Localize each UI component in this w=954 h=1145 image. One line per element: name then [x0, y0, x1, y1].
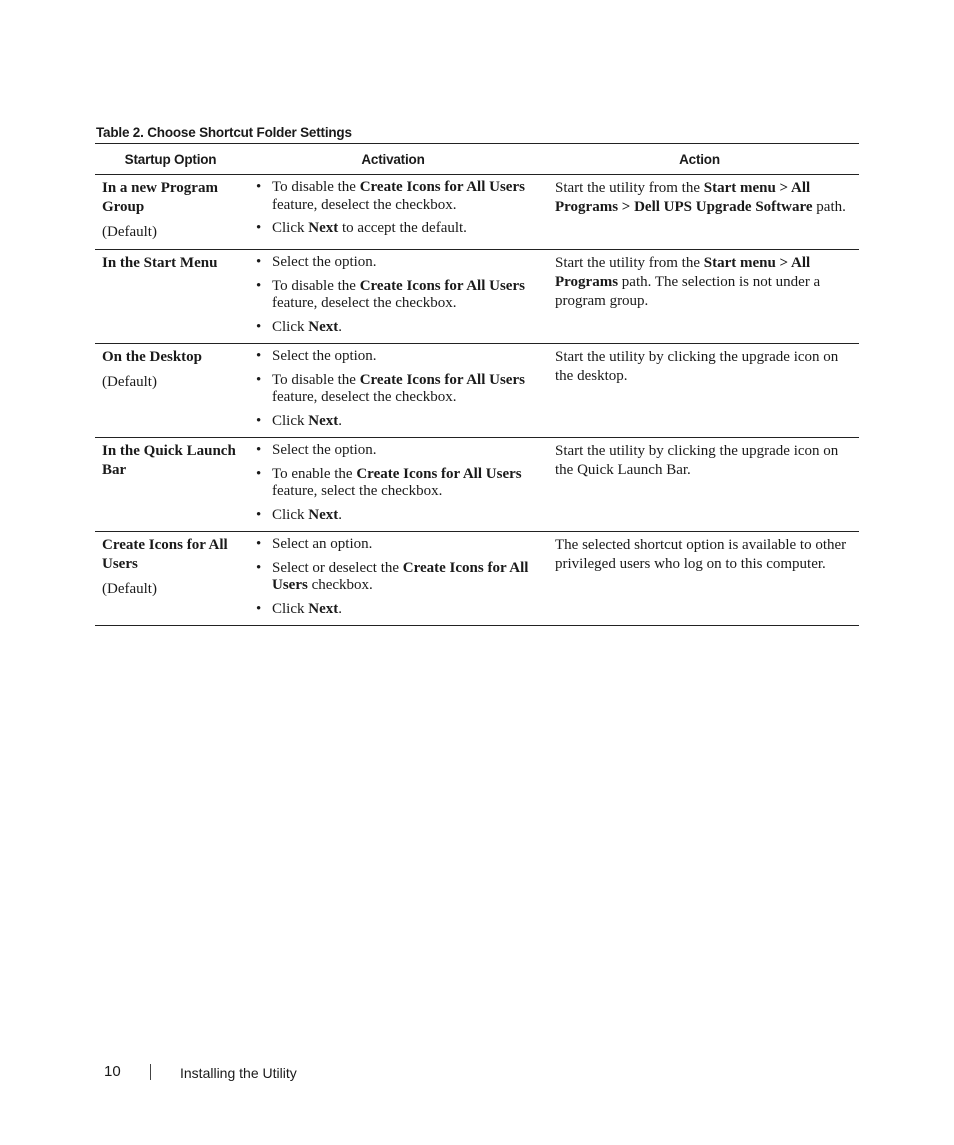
activation-step — [252, 507, 534, 525]
shortcut-settings-table — [95, 143, 859, 626]
cell-action — [540, 175, 859, 250]
text-run: Select an option. — [272, 536, 373, 552]
cell-action — [540, 344, 859, 438]
activation-step — [252, 466, 534, 501]
text-run: To disable the — [272, 179, 360, 195]
text-run: The selected shortcut option is available to other privileged users who log on to this computer. — [555, 537, 847, 572]
option-name: In the Quick Launch Bar — [102, 443, 236, 478]
text-run: Click — [272, 220, 309, 236]
text-run: Start the utility from the — [555, 180, 704, 196]
text-run: Start the utility by clicking the upgrade icon on the desktop. — [555, 349, 839, 384]
cell-activation — [246, 438, 540, 532]
text-run: To enable the — [272, 465, 357, 482]
cell-activation — [246, 344, 540, 438]
page-number: 10 — [104, 1063, 121, 1080]
table-row — [95, 438, 859, 532]
text-run: feature, deselect the checkbox. — [272, 295, 457, 311]
option-name: In a new Program Group — [102, 180, 218, 215]
table-body — [95, 175, 859, 626]
cell-startup-option — [95, 344, 246, 438]
activation-step — [252, 254, 534, 272]
option-name: In the Start Menu — [102, 255, 218, 271]
option-name: Create Icons for All Users — [102, 537, 228, 572]
text-run: path. The selection is not under a program group. — [555, 274, 821, 309]
option-name: On the Desktop — [102, 349, 203, 365]
text-run: Select the option. — [272, 442, 377, 458]
table-row — [95, 175, 859, 250]
footer-divider — [150, 1064, 151, 1080]
table-row — [95, 250, 859, 344]
cell-action — [540, 250, 859, 344]
text-run: feature, deselect the checkbox. — [272, 389, 457, 405]
cell-startup-option — [95, 175, 246, 250]
ui-term: Create Icons for All Users — [359, 179, 525, 195]
activation-steps — [252, 536, 534, 618]
activation-step — [252, 348, 534, 366]
header-action: Action — [540, 144, 859, 175]
activation-steps — [252, 348, 534, 430]
header-activation: Activation — [246, 144, 540, 175]
activation-step — [252, 372, 534, 407]
ui-term: Create Icons for All Users — [359, 371, 525, 388]
text-run: Select or deselect the — [272, 559, 403, 576]
activation-step — [252, 442, 534, 460]
table-row — [95, 344, 859, 438]
activation-step — [252, 220, 534, 238]
ui-term: Start menu > All Programs — [555, 255, 811, 290]
text-run: To disable the — [272, 371, 360, 388]
default-note: (Default) — [102, 224, 157, 240]
cell-activation — [246, 250, 540, 344]
default-note: (Default) — [102, 581, 157, 597]
cell-activation — [246, 175, 540, 250]
text-run: Click — [272, 318, 309, 335]
text-run: . — [338, 412, 342, 429]
text-run: checkbox. — [307, 577, 373, 593]
cell-action — [540, 438, 859, 532]
activation-step — [252, 536, 534, 554]
ui-term: Create Icons for All Users — [272, 559, 529, 593]
text-run: . — [338, 600, 342, 617]
text-run: Start the utility by clicking the upgrade icon on the Quick Launch Bar. — [555, 443, 839, 478]
ui-term: Next — [308, 600, 339, 617]
text-run: Select the option. — [272, 254, 377, 270]
text-run: Start the utility from the — [555, 255, 704, 271]
cell-startup-option — [95, 438, 246, 532]
cell-startup-option — [95, 250, 246, 344]
ui-term: Start menu > All Programs > Dell UPS Upgrade Software — [555, 180, 813, 215]
cell-activation — [246, 532, 540, 626]
text-run: . — [338, 506, 342, 523]
activation-step — [252, 319, 534, 337]
table-row — [95, 532, 859, 626]
text-run: To disable the — [272, 277, 360, 294]
header-startup-option: Startup Option — [95, 144, 246, 175]
ui-term: Next — [308, 220, 339, 236]
text-run: Click — [272, 412, 309, 429]
cell-startup-option — [95, 532, 246, 626]
activation-steps — [252, 254, 534, 336]
activation-step — [252, 278, 534, 313]
ui-term: Next — [308, 318, 339, 335]
ui-term: Next — [308, 412, 339, 429]
text-run: . — [338, 318, 342, 335]
activation-step — [252, 601, 534, 619]
text-run: feature, deselect the checkbox. — [272, 196, 457, 213]
table-caption: Table 2. Choose Shortcut Folder Settings — [96, 125, 352, 140]
ui-term: Create Icons for All Users — [359, 277, 525, 294]
activation-step — [252, 560, 534, 595]
text-run: Select the option. — [272, 348, 377, 364]
table-header-row — [95, 144, 859, 175]
cell-action — [540, 532, 859, 626]
text-run: path. — [812, 199, 846, 215]
ui-term: Create Icons for All Users — [356, 465, 522, 482]
activation-step — [252, 413, 534, 431]
text-run: Click — [272, 600, 309, 617]
activation-steps — [252, 179, 534, 238]
activation-steps — [252, 442, 534, 524]
activation-step — [252, 179, 534, 214]
footer-section-title: Installing the Utility — [180, 1065, 297, 1081]
ui-term: Next — [308, 506, 339, 523]
text-run: to accept the default. — [338, 220, 467, 236]
text-run: feature, select the checkbox. — [272, 483, 443, 499]
default-note: (Default) — [102, 374, 157, 390]
text-run: Click — [272, 506, 309, 523]
